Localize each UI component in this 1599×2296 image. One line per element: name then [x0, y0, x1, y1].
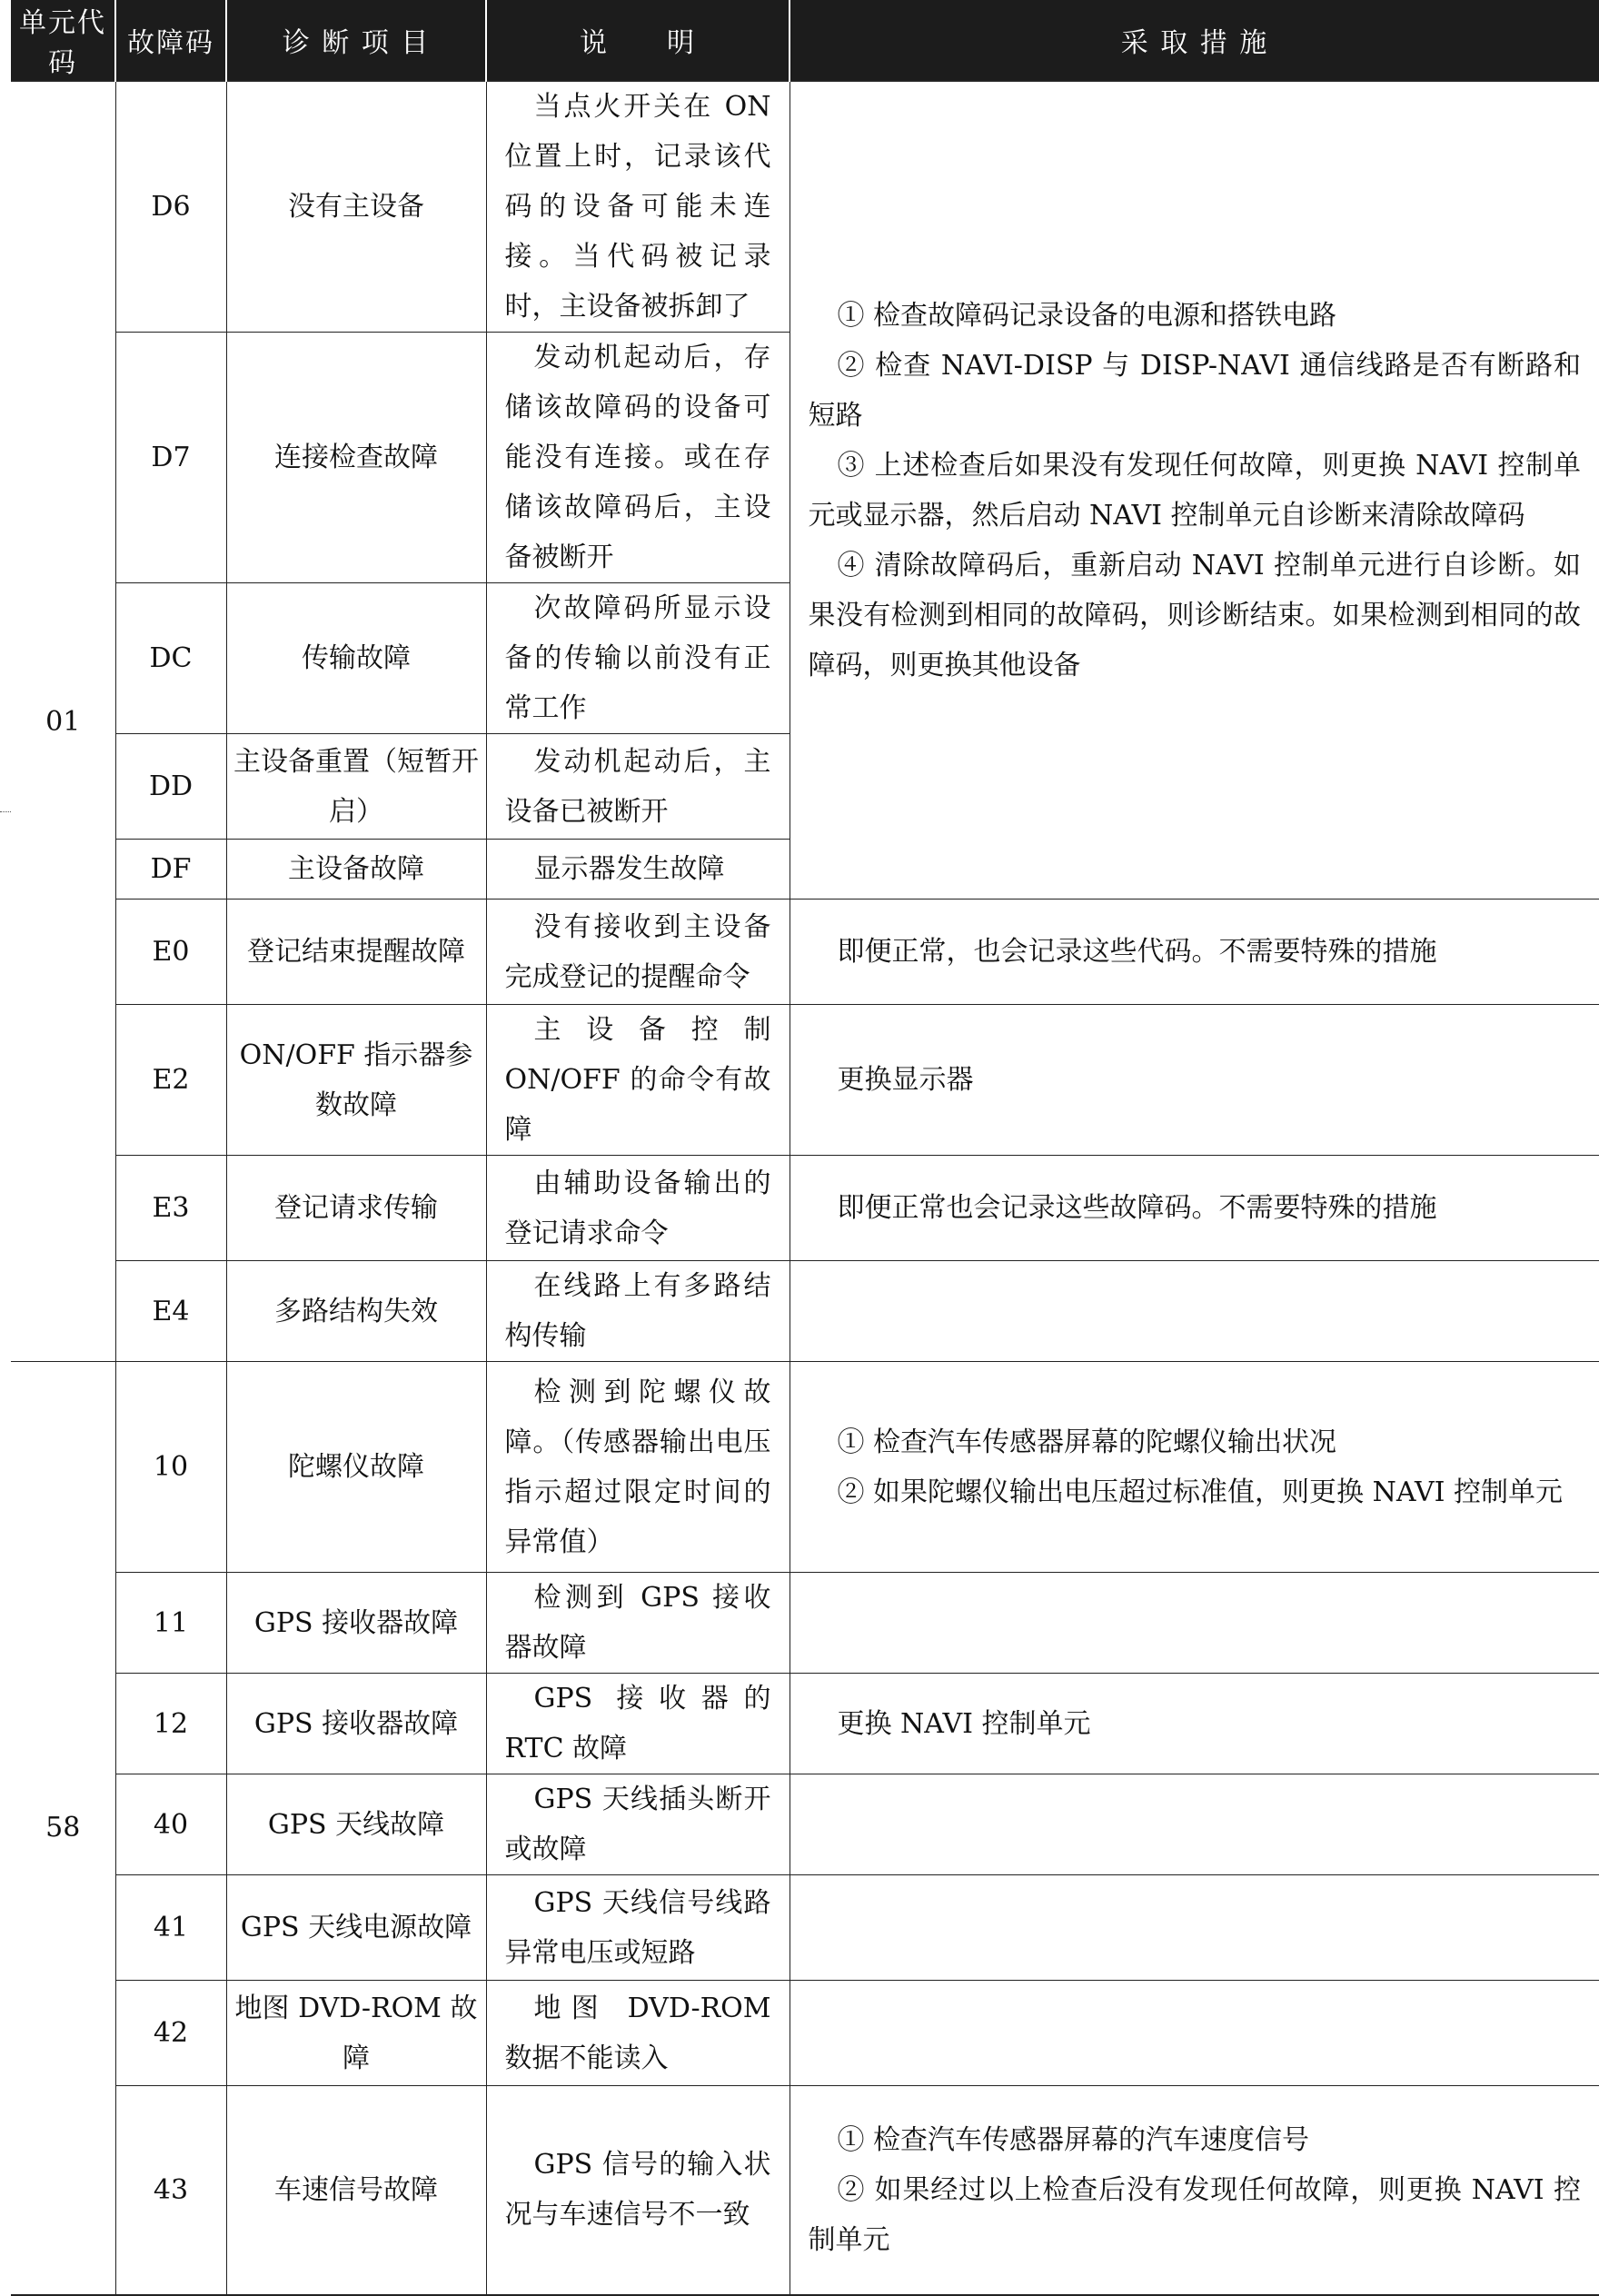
- description-cell: [486, 2086, 790, 2295]
- table-row: [11, 1362, 1599, 1573]
- table-row: [11, 1875, 1599, 1981]
- description-text: 主设备控制 ON/OFF 的命令有故障: [504, 1014, 771, 1146]
- table-row: [11, 900, 1599, 1005]
- action-cell: [790, 1674, 1599, 1774]
- diagnosis-item-cell: GPS 接收器故障: [226, 1674, 486, 1774]
- fault-code-cell: E0: [115, 900, 226, 1005]
- description-cell: [486, 1674, 790, 1774]
- fault-code-cell: 42: [115, 1981, 226, 2086]
- action-step: 即便正常也会记录这些故障码。不需要特殊的措施: [837, 1192, 1437, 1224]
- description-text: 发动机起动后，存储该故障码的设备可能没有连接。或在存储该故障码后，主设备被断开: [504, 342, 771, 573]
- fault-code-cell: 41: [115, 1875, 226, 1981]
- fault-code-cell: 12: [115, 1674, 226, 1774]
- action-cell: [790, 900, 1599, 1005]
- fault-code-cell: E4: [115, 1261, 226, 1362]
- diagnosis-item-cell: 车速信号故障: [226, 2086, 486, 2295]
- fault-code-cell: 43: [115, 2086, 226, 2295]
- table-row: [11, 1573, 1599, 1674]
- description-text: 检测到 GPS 接收器故障: [504, 1582, 771, 1664]
- description-cell: [486, 1362, 790, 1573]
- description-cell: [486, 1005, 790, 1156]
- description-text: GPS 天线插头断开或故障: [504, 1784, 771, 1865]
- action-cell: [790, 2086, 1599, 2295]
- diagnosis-item-cell: ON/OFF 指示器参数故障: [226, 1005, 486, 1156]
- action-cell-empty: [790, 1774, 1599, 1875]
- diagnosis-item-cell: GPS 天线故障: [226, 1774, 486, 1875]
- table-row: [11, 1674, 1599, 1774]
- table-row: [11, 1981, 1599, 2086]
- diagnosis-item-cell: 多路结构失效: [226, 1261, 486, 1362]
- description-text: 检测到陀螺仪故障。（传感器输出电压指示超过限定时间的异常值）: [504, 1376, 771, 1558]
- header-description: 说 明: [486, 0, 790, 81]
- fault-code-cell: DF: [115, 840, 226, 900]
- description-cell: [486, 1156, 790, 1261]
- fault-code-cell: E2: [115, 1005, 226, 1156]
- description-cell: [486, 900, 790, 1005]
- table-row: [11, 1156, 1599, 1261]
- description-cell: [486, 333, 790, 583]
- diagnosis-item-cell: 登记请求传输: [226, 1156, 486, 1261]
- description-cell: [486, 840, 790, 900]
- diagnosis-item-cell: 连接检查故障: [226, 333, 486, 583]
- description-cell: [486, 1261, 790, 1362]
- description-cell: [486, 583, 790, 734]
- action-step: ② 如果陀螺仪输出电压超过标准值，则更换 NAVI 控制单元: [837, 1476, 1564, 1508]
- fault-code-cell: 11: [115, 1573, 226, 1674]
- action-cell-empty: [790, 1261, 1599, 1362]
- action-step: ① 检查汽车传感器屏幕的陀螺仪输出状况: [837, 1426, 1337, 1458]
- description-text: 当点火开关在 ON 位置上时，记录该代码的设备可能未连接。当代码被记录时，主设备被拆卸了: [504, 91, 771, 323]
- description-text: 发动机起动后，主设备已被断开: [504, 745, 771, 828]
- description-cell: [486, 1981, 790, 2086]
- description-text: 由辅助设备输出的登记请求命令: [504, 1167, 771, 1249]
- table-row: [11, 1261, 1599, 1362]
- fault-code-cell: E3: [115, 1156, 226, 1261]
- description-text: GPS 接收器的 RTC 故障: [504, 1683, 771, 1764]
- diagnosis-item-cell: 主设备重置（短暂开启）: [226, 734, 486, 840]
- description-text: GPS 天线信号线路异常电压或短路: [504, 1886, 771, 1969]
- description-text: 在线路上有多路结构传输: [504, 1270, 771, 1352]
- unit-code-cell: 58: [11, 1362, 115, 2295]
- description-cell: [486, 81, 790, 333]
- action-cell-empty: [790, 1875, 1599, 1981]
- description-cell: [486, 1875, 790, 1981]
- diagnosis-item-cell: 没有主设备: [226, 81, 486, 333]
- description-text: 地图 DVD-ROM 数据不能读入: [504, 1992, 771, 2074]
- diagnosis-item-cell: 陀螺仪故障: [226, 1362, 486, 1573]
- action-step: ② 如果经过以上检查后没有发现任何故障，则更换 NAVI 控制单元: [808, 2173, 1581, 2256]
- fault-code-cell: DC: [115, 583, 226, 734]
- description-cell: [486, 734, 790, 840]
- fault-code-cell: DD: [115, 734, 226, 840]
- action-step: ① 检查汽车传感器屏幕的汽车速度信号: [837, 2123, 1310, 2156]
- fault-code-cell: D6: [115, 81, 226, 333]
- action-cell-empty: [790, 1573, 1599, 1674]
- description-text: 显示器发生故障: [533, 853, 725, 885]
- fault-code-cell: D7: [115, 333, 226, 583]
- diagnosis-item-cell: GPS 天线电源故障: [226, 1875, 486, 1981]
- dtc-table: [11, 0, 1599, 2296]
- action-step: 更换 NAVI 控制单元: [837, 1707, 1091, 1740]
- table-row: [11, 1774, 1599, 1875]
- action-cell: [790, 81, 1599, 900]
- unit-code-cell: 01: [11, 81, 115, 1362]
- description-text: 没有接收到主设备完成登记的提醒命令: [504, 910, 771, 993]
- action-step: ④ 清除故障码后，重新启动 NAVI 控制单元进行自诊断。如果没有检测到相同的故障码，则诊断结束。如果检测到相同的故障码，则更换其他设备: [808, 549, 1581, 681]
- header-fault-code: 故障码: [115, 0, 226, 81]
- description-cell: [486, 1774, 790, 1875]
- action-cell: [790, 1362, 1599, 1573]
- action-cell: [790, 1005, 1599, 1156]
- diagnosis-item-cell: 传输故障: [226, 583, 486, 734]
- description-cell: [486, 1573, 790, 1674]
- table-row: [11, 1005, 1599, 1156]
- fault-code-cell: 10: [115, 1362, 226, 1573]
- action-step: 即便正常，也会记录这些代码。不需要特殊的措施: [837, 936, 1437, 968]
- diagnosis-item-cell: GPS 接收器故障: [226, 1573, 486, 1674]
- description-text: GPS 信号的输入状况与车速信号不一致: [504, 2149, 771, 2231]
- action-step: ① 检查故障码记录设备的电源和搭铁电路: [837, 299, 1337, 332]
- header-row: [11, 0, 1599, 81]
- fault-code-cell: 40: [115, 1774, 226, 1875]
- action-step: ② 检查 NAVI-DISP 与 DISP-NAVI 通信线路是否有断路和短路: [808, 349, 1581, 432]
- diagnosis-item-cell: 主设备故障: [226, 840, 486, 900]
- action-step: 更换显示器: [837, 1064, 974, 1096]
- header-action: 采 取 措 施: [790, 0, 1599, 81]
- description-text: 次故障码所显示设备的传输以前没有正常工作: [504, 592, 771, 724]
- diagnosis-item-cell: 登记结束提醒故障: [226, 900, 486, 1005]
- diagnosis-item-cell: 地图 DVD-ROM 故障: [226, 1981, 486, 2086]
- margin-dots: [0, 811, 11, 812]
- action-cell-empty: [790, 1981, 1599, 2086]
- action-step: ③ 上述检查后如果没有发现任何故障，则更换 NAVI 控制单元或显示器，然后启动 NAVI 控制单元自诊断来清除故障码: [808, 449, 1581, 532]
- action-cell: [790, 1156, 1599, 1261]
- table-row: [11, 2086, 1599, 2295]
- table-row: [11, 81, 1599, 333]
- header-unit-code: 单元代码: [11, 0, 115, 81]
- header-diagnosis-item: 诊 断 项 目: [226, 0, 486, 81]
